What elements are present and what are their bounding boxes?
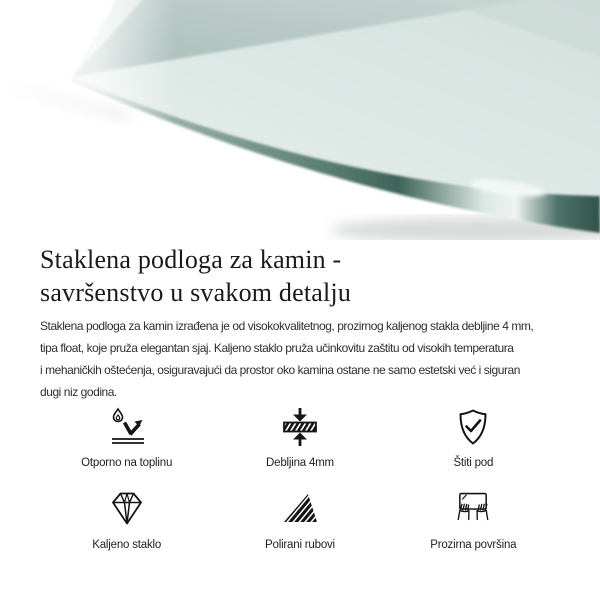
heat-resistant-icon [107, 407, 147, 447]
description-line: tipa float, koje pruža elegantan sjaj. Kaljeno staklo pruža učinkovitu zaštitu od visokih temperatura [40, 341, 514, 355]
feature-label: Prozirna površina [430, 539, 517, 551]
feature-thickness [213, 407, 386, 469]
description-line: dugi niz godina. [40, 385, 117, 399]
feature-polished-edges [213, 489, 386, 551]
feature-heat-resistant [40, 407, 213, 469]
content-section [0, 243, 600, 551]
hero-glass-panel-photo [0, 0, 600, 240]
glass-panel-illustration [0, 0, 600, 240]
polished-edges-icon [280, 489, 320, 529]
diamond-icon [107, 489, 147, 529]
feature-label: Štiti pod [453, 457, 494, 469]
description-line: i mehaničkih oštećenja, osiguravajući da prostor oko kamina ostane ne samo estetski već i siguran [40, 363, 520, 377]
description-paragraph [40, 315, 560, 403]
feature-tempered-glass [40, 489, 213, 551]
shield-check-icon [453, 407, 493, 447]
thickness-4mm-icon [280, 407, 320, 447]
feature-transparent-surface [387, 489, 560, 551]
description-line: Staklena podloga za kamin izrađena je od visokokvalitetnog, prozirnog kaljenog stakla debljine 4 mm, [40, 319, 534, 333]
page-title [40, 243, 560, 309]
feature-label: Debljina 4mm [266, 457, 334, 469]
feature-label: Otporno na toplinu [81, 457, 173, 469]
hands-on-surface-icon [453, 489, 493, 529]
feature-label: Polirani rubovi [265, 539, 335, 551]
features-grid [40, 407, 560, 551]
feature-label: Kaljeno staklo [92, 539, 162, 551]
feature-protects-floor [387, 407, 560, 469]
page-title-line2: savršenstvo u svakom detalju [40, 278, 352, 307]
page-title-line1: Staklena podloga za kamin - [40, 245, 342, 274]
